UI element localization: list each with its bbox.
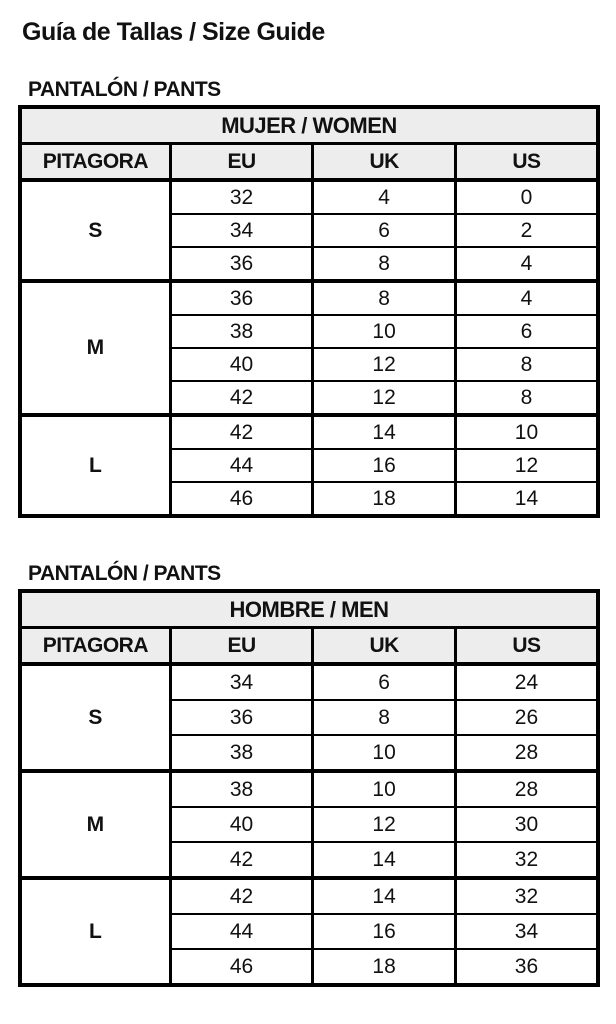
size-value-cell: 6 — [313, 664, 456, 700]
page-title: Guía de Tallas / Size Guide — [22, 18, 325, 46]
size-value-cell: 24 — [455, 664, 598, 700]
column-header-eu: EU — [170, 628, 313, 665]
size-value-cell: 44 — [170, 914, 313, 949]
column-header-pitagora: PITAGORA — [20, 144, 170, 181]
table-title-women: MUJER / WOMEN — [20, 107, 598, 144]
size-value-cell: 12 — [313, 807, 456, 842]
size-value-cell: 12 — [455, 449, 598, 482]
size-value-cell: 42 — [170, 878, 313, 914]
size-value-cell: 16 — [313, 914, 456, 949]
section-label-pants-men: PANTALÓN / PANTS — [28, 562, 221, 585]
size-value-cell: 38 — [170, 315, 313, 348]
table-row — [20, 771, 598, 807]
size-value-cell: 0 — [455, 180, 598, 214]
size-value-cell: 2 — [455, 214, 598, 247]
men-size-table — [18, 589, 600, 987]
size-value-cell: 32 — [455, 878, 598, 914]
size-value-cell: 28 — [455, 771, 598, 807]
size-value-cell: 12 — [313, 348, 456, 381]
table-row — [20, 180, 598, 214]
size-value-cell: 6 — [313, 214, 456, 247]
size-value-cell: 18 — [313, 482, 456, 516]
size-value-cell: 8 — [313, 700, 456, 735]
size-value-cell: 10 — [455, 415, 598, 449]
size-value-cell: 34 — [170, 214, 313, 247]
column-header-uk: UK — [313, 628, 456, 665]
size-value-cell: 42 — [170, 415, 313, 449]
size-value-cell: 42 — [170, 381, 313, 415]
size-value-cell: 26 — [455, 700, 598, 735]
size-value-cell: 40 — [170, 807, 313, 842]
table-row — [20, 664, 598, 700]
size-value-cell: 16 — [313, 449, 456, 482]
size-value-cell: 32 — [455, 842, 598, 878]
size-value-cell: 14 — [313, 842, 456, 878]
size-value-cell: 4 — [455, 281, 598, 315]
size-value-cell: 8 — [313, 247, 456, 281]
size-value-cell: 14 — [313, 415, 456, 449]
column-header-us: US — [455, 144, 598, 181]
column-header-eu: EU — [170, 144, 313, 181]
size-value-cell: 6 — [455, 315, 598, 348]
size-value-cell: 28 — [455, 735, 598, 771]
size-value-cell: 8 — [313, 281, 456, 315]
size-value-cell: 46 — [170, 482, 313, 516]
column-header-uk: UK — [313, 144, 456, 181]
size-value-cell: 44 — [170, 449, 313, 482]
size-value-cell: 36 — [170, 700, 313, 735]
size-value-cell: 4 — [313, 180, 456, 214]
size-label: M — [20, 281, 170, 415]
size-value-cell: 34 — [170, 664, 313, 700]
size-value-cell: 8 — [455, 348, 598, 381]
table-title-row — [20, 107, 598, 144]
size-value-cell: 12 — [313, 381, 456, 415]
table-row — [20, 281, 598, 315]
size-value-cell: 10 — [313, 771, 456, 807]
size-label: S — [20, 180, 170, 281]
table-row — [20, 415, 598, 449]
size-value-cell: 46 — [170, 949, 313, 985]
size-label: L — [20, 415, 170, 516]
women-size-table — [18, 105, 600, 518]
size-value-cell: 8 — [455, 381, 598, 415]
column-header-row — [20, 144, 598, 181]
table-title-row — [20, 591, 598, 628]
size-value-cell: 38 — [170, 771, 313, 807]
size-value-cell: 32 — [170, 180, 313, 214]
size-value-cell: 4 — [455, 247, 598, 281]
size-value-cell: 36 — [455, 949, 598, 985]
size-value-cell: 40 — [170, 348, 313, 381]
column-header-row — [20, 628, 598, 665]
size-value-cell: 18 — [313, 949, 456, 985]
size-label: M — [20, 771, 170, 878]
size-value-cell: 10 — [313, 735, 456, 771]
column-header-pitagora: PITAGORA — [20, 628, 170, 665]
size-value-cell: 34 — [455, 914, 598, 949]
size-value-cell: 36 — [170, 281, 313, 315]
size-value-cell: 36 — [170, 247, 313, 281]
size-label: L — [20, 878, 170, 985]
table-title-men: HOMBRE / MEN — [20, 591, 598, 628]
table-row — [20, 878, 598, 914]
size-value-cell: 30 — [455, 807, 598, 842]
size-value-cell: 14 — [455, 482, 598, 516]
size-value-cell: 14 — [313, 878, 456, 914]
section-label-pants-women: PANTALÓN / PANTS — [28, 78, 221, 101]
size-label: S — [20, 664, 170, 771]
size-value-cell: 42 — [170, 842, 313, 878]
column-header-us: US — [455, 628, 598, 665]
size-value-cell: 38 — [170, 735, 313, 771]
size-value-cell: 10 — [313, 315, 456, 348]
